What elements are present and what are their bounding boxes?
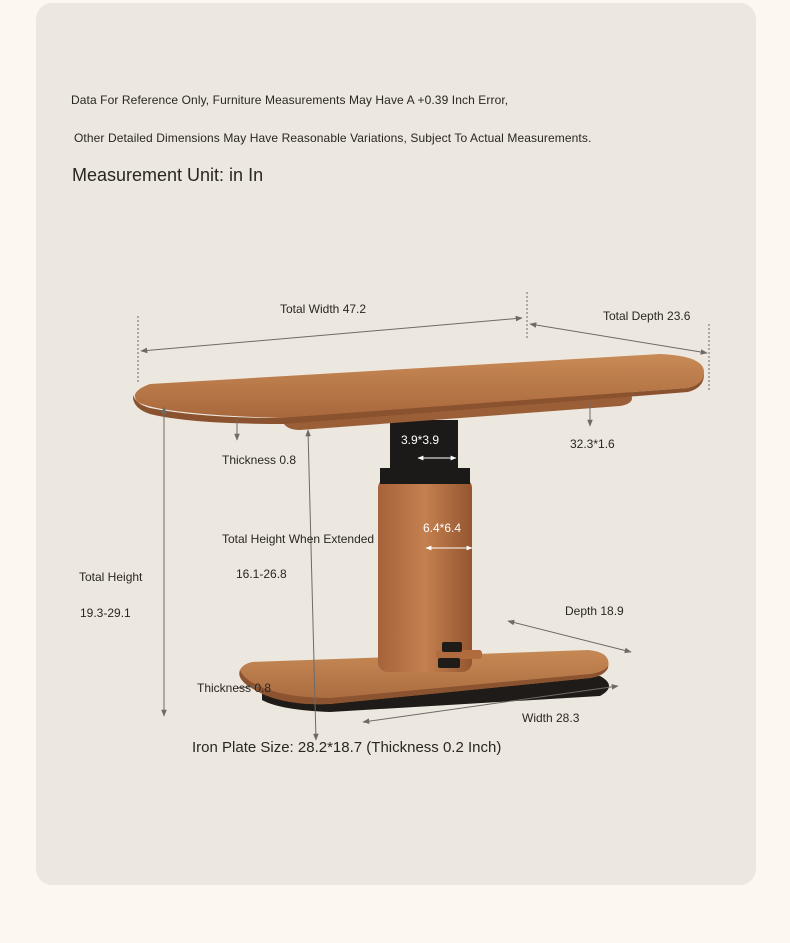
extended-height-label: Total Height When Extended <box>222 532 375 546</box>
base-thickness-label: Thickness 0.8 <box>197 681 272 695</box>
extended-height-value: 16.1-26.8 <box>236 567 287 581</box>
total-height-label: Total Height <box>79 570 143 584</box>
measurement-unit-title: Measurement Unit: in In <box>72 165 264 185</box>
column-top-size-label: 3.9*3.9 <box>401 433 440 447</box>
total-height-value: 19.3-29.1 <box>80 606 131 620</box>
base-depth-label: Depth 18.9 <box>565 604 624 618</box>
tabletop-frame-label: 32.3*1.6 <box>570 437 615 451</box>
total-depth-line <box>530 324 707 353</box>
disclaimer-line-1: Data For Reference Only, Furniture Measurements May Have A +0.39 Inch Error, <box>71 93 509 107</box>
base-depth-line <box>508 621 631 652</box>
total-depth-label: Total Depth 23.6 <box>603 309 691 323</box>
total-width-line <box>141 318 522 351</box>
total-width-label: Total Width 47.2 <box>280 302 367 316</box>
column-base-size-label: 6.4*6.4 <box>423 521 462 535</box>
base-width-label: Width 28.3 <box>522 711 580 725</box>
top-thickness-label: Thickness 0.8 <box>222 453 297 467</box>
disclaimer-line-2: Other Detailed Dimensions May Have Reasonable Variations, Subject To Actual Measurements. <box>74 131 592 145</box>
iron-plate-size: Iron Plate Size: 28.2*18.7 (Thickness 0.2 Inch) <box>192 739 502 756</box>
